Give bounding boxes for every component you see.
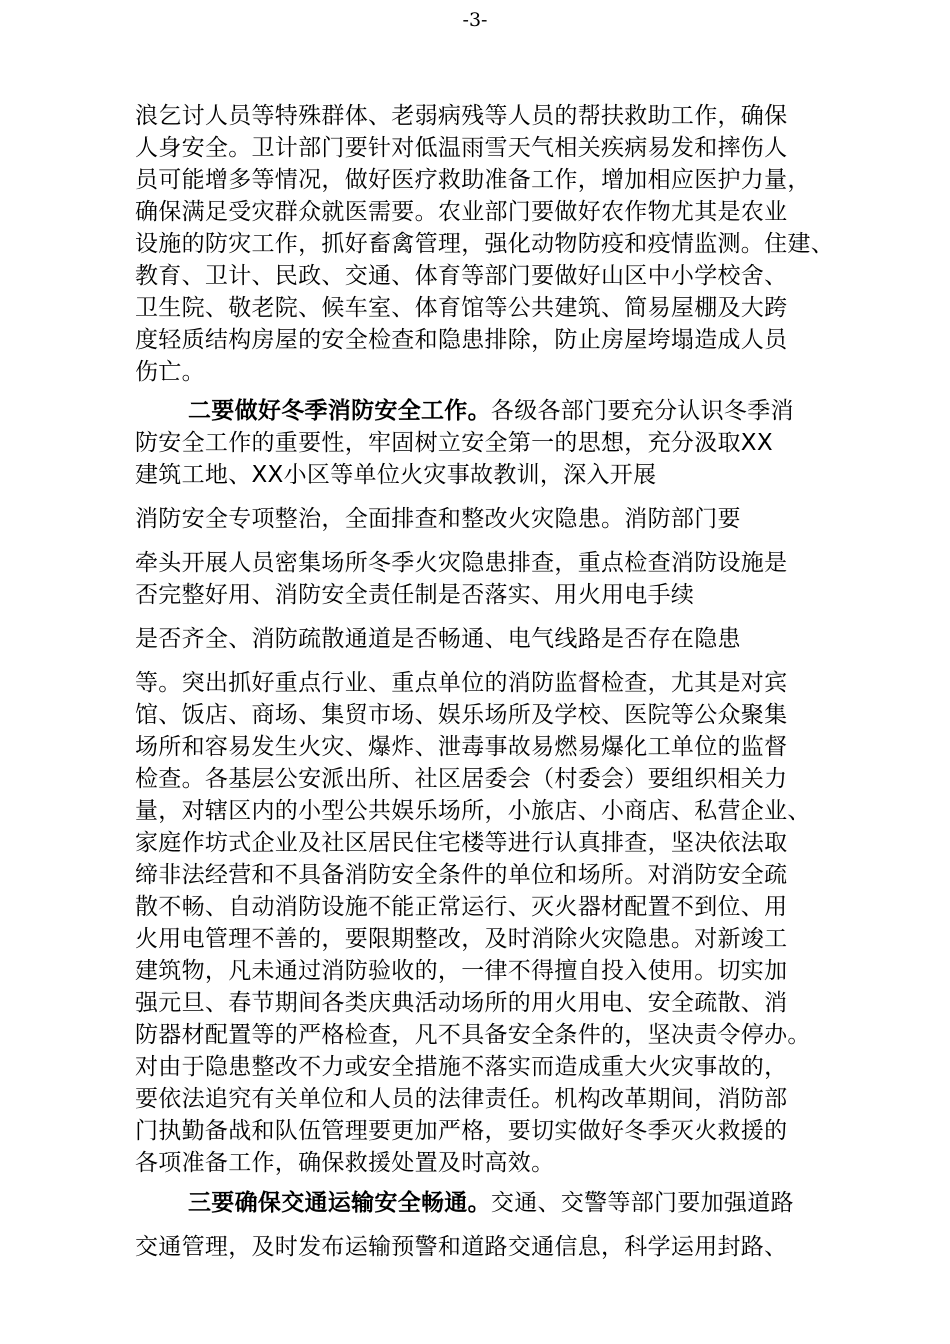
text-line: 家庭作坊式企业及社区居民住宅楼等进行认真排查，坚决依法取	[135, 830, 788, 856]
paragraph-lead-line	[188, 397, 794, 425]
text-line: 防安全工作的重要性，牢固树立安全第一的思想，充分汲取XX	[135, 430, 773, 456]
text-line: 员可能增多等情况，做好医疗救助准备工作，增加相应医护力量，	[135, 167, 811, 193]
text-line: 确保满足受灾群众就医需要。农业部门要做好农作物尤其是农业	[135, 199, 788, 225]
text-line: 门执勤备战和队伍管理要更加严格，要切实做好冬季灭火救援的	[135, 1118, 788, 1144]
text-line: 强元旦、春节期间各类庆典活动场所的用火用电、安全疏散、消	[135, 990, 788, 1016]
text-line: 度轻质结构房屋的安全检查和隐患排除，防止房屋垮塌造成人员	[135, 327, 788, 353]
text-line: 建筑物，凡未通过消防验收的，一律不得擅自投入使用。切实加	[135, 958, 788, 984]
text-line: 设施的防灾工作，抓好畜禽管理，强化动物防疫和疫情监测。住建、	[135, 231, 834, 257]
text-line: 对由于隐患整改不力或安全措施不落实而造成重大火灾事故的，	[135, 1054, 788, 1080]
section-heading-three: 三要确保交通运输安全畅通。	[188, 1190, 491, 1216]
text-line: 否完整好用、消防安全责任制是否落实、用火用电手续	[135, 582, 695, 608]
text-line: 牵头开展人员密集场所冬季火灾隐患排查，重点检查消防设施是	[135, 550, 788, 576]
text-line: 量，对辖区内的小型公共娱乐场所，小旅店、小商店、私营企业、	[135, 798, 811, 824]
text-line: 消防安全专项整治，全面排查和整改火灾隐患。消防部门要	[135, 506, 741, 532]
text-line: 检查。各基层公安派出所、社区居委会（村委会）要组织相关力	[135, 766, 788, 792]
text-line: 火用电管理不善的，要限期整改，及时消除火灾隐患。对新竣工	[135, 926, 788, 952]
text-line: 要依法追究有关单位和人员的法律责任。机构改革期间，消防部	[135, 1086, 788, 1112]
text-line: 是否齐全、消防疏散通道是否畅通、电气线路是否存在隐患	[135, 626, 741, 652]
text-line: 卫生院、敬老院、候车室、体育馆等公共建筑、简易屋棚及大跨	[135, 295, 788, 321]
page-number: -3-	[462, 9, 488, 31]
text-line: 交通管理，及时发布运输预警和道路交通信息，科学运用封路、	[135, 1234, 788, 1260]
section-heading-two: 二要做好冬季消防安全工作。	[188, 398, 491, 424]
paragraph-lead-line	[188, 1189, 794, 1217]
text-line: 场所和容易发生火灾、爆炸、泄毒事故易燃易爆化工单位的监督	[135, 734, 788, 760]
text-line: 建筑工地、XX小区等单位火灾事故教训，深入开展	[135, 462, 657, 488]
text-line: 防器材配置等的严格检查，凡不具备安全条件的，坚决责令停办。	[135, 1022, 811, 1048]
text-line: 伤亡。	[135, 359, 205, 385]
text-line: 教育、卫计、民政、交通、体育等部门要做好山区中小学校舍、	[135, 263, 788, 289]
text-line: 浪乞讨人员等特殊群体、老弱病残等人员的帮扶救助工作，确保	[135, 103, 788, 129]
text-line: 等。突出抓好重点行业、重点单位的消防监督检查，尤其是对宾	[135, 670, 788, 696]
text-line: 人身安全。卫计部门要针对低温雨雪天气相关疾病易发和摔伤人	[135, 135, 788, 161]
text-line: 各项准备工作，确保救援处置及时高效。	[135, 1150, 555, 1176]
text-line: 散不畅、自动消防设施不能正常运行、灭火器材配置不到位、用	[135, 894, 788, 920]
text-line: 缔非法经营和不具备消防安全条件的单位和场所。对消防安全疏	[135, 862, 788, 888]
text-span: 交通、交警等部门要加强道路	[490, 1190, 794, 1216]
text-line: 馆、饭店、商场、集贸市场、娱乐场所及学校、医院等公众聚集	[135, 702, 788, 728]
text-span: 各级各部门要充分认识冬季消	[490, 398, 794, 424]
